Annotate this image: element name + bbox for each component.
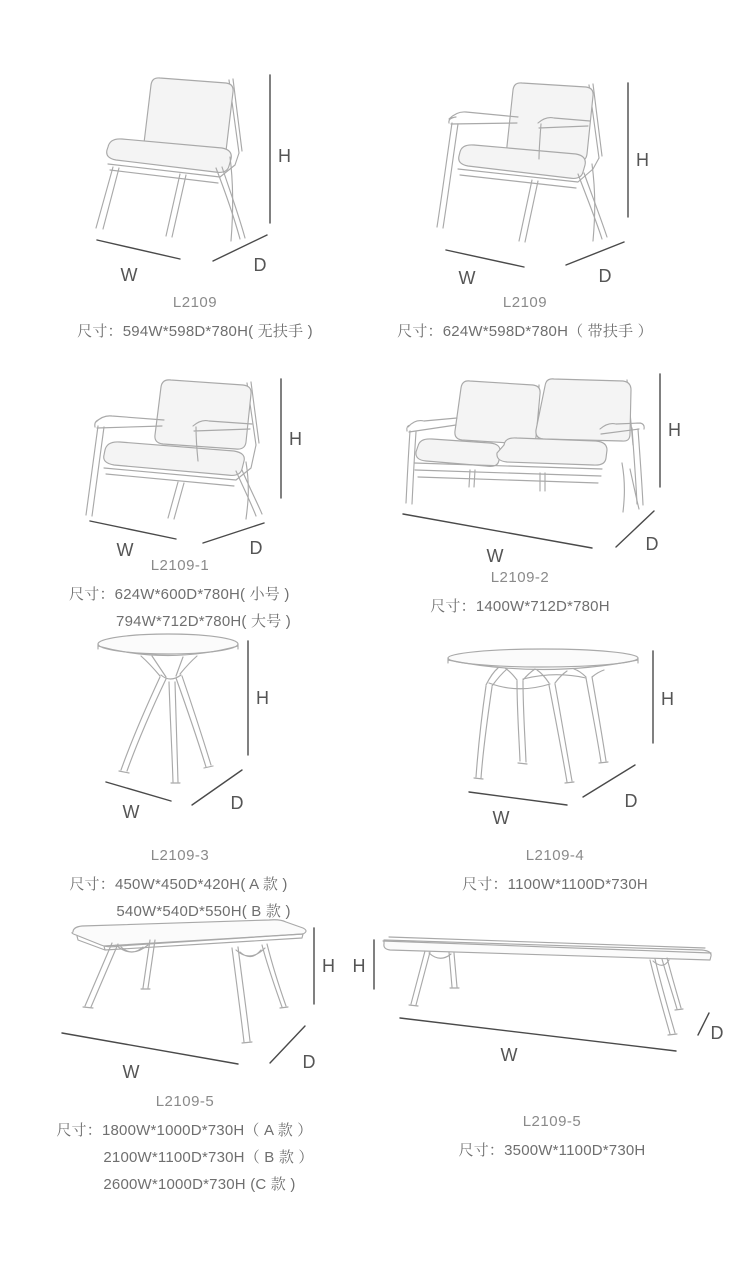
round-dining-table-sketch (390, 625, 720, 835)
dimension-annotations (106, 641, 269, 822)
product-card-round-dining-table (390, 625, 720, 915)
product-code: L2109-4 (525, 847, 585, 864)
dimension-line: 尺寸：1100W*1100D*730H (462, 876, 648, 893)
dimension-line: 540W*540D*550H( B 款 ) (116, 903, 291, 920)
product-code: L2109-5 (522, 1113, 582, 1130)
width-label: W (120, 265, 138, 285)
product-code: L2109 (502, 294, 548, 311)
sofa-sketch (390, 365, 720, 565)
height-label: H (289, 429, 302, 449)
width-label: W (122, 1062, 140, 1082)
depth-label: D (598, 266, 612, 286)
width-label: W (500, 1045, 518, 1065)
dimension-annotations (62, 928, 335, 1082)
chair-drawing (96, 78, 245, 241)
product-card-side-chair (30, 55, 360, 355)
width-line (400, 1018, 676, 1051)
lounge-chair-sketch (30, 365, 360, 557)
width-label: W (122, 802, 140, 822)
height-label: H (278, 146, 291, 166)
height-label: H (352, 956, 366, 976)
width-line (106, 782, 171, 801)
product-dimensions (397, 318, 653, 345)
width-line (97, 240, 180, 259)
armchair-sketch (390, 55, 720, 290)
sofa-drawing (406, 379, 644, 512)
table-drawing (448, 649, 638, 783)
dimension-line: 2100W*1100D*730H（ B 款 ） (103, 1149, 314, 1166)
chair-drawing (86, 380, 262, 519)
product-card-small-round-table (30, 625, 360, 920)
width-line (403, 514, 592, 548)
product-card-sofa (390, 365, 720, 635)
width-line (446, 250, 524, 267)
width-label: W (486, 546, 504, 565)
height-label: H (256, 688, 269, 708)
dimension-line: 尺寸：624W*600D*780H( 小号 ) (69, 586, 290, 603)
depth-label: D (249, 538, 263, 557)
height-label: H (322, 956, 335, 976)
long-table-sketch (345, 915, 735, 1065)
depth-label: D (253, 255, 267, 275)
width-line (90, 521, 176, 539)
product-card-lounge-chair (30, 365, 360, 635)
depth-label: D (710, 1023, 724, 1043)
dimension-annotations (469, 651, 674, 828)
product-dimensions (430, 593, 610, 620)
depth-label: D (624, 791, 638, 811)
width-label: W (116, 540, 134, 557)
depth-line (698, 1013, 709, 1035)
table-drawing (98, 634, 238, 783)
dimension-line: 尺寸：450W*450D*420H( A 款 ) (69, 876, 288, 893)
dimension-line: 尺寸：1400W*712D*780H (430, 598, 610, 615)
depth-label: D (645, 534, 659, 554)
product-card-dining-table (15, 915, 375, 1215)
small-round-table-sketch (30, 625, 360, 825)
product-card-long-table (345, 915, 735, 1195)
table-drawing (383, 937, 711, 1035)
chair-drawing (437, 83, 607, 242)
depth-line (566, 242, 624, 265)
product-dimensions (56, 1117, 313, 1198)
depth-line (270, 1026, 305, 1063)
product-card-armchair (390, 55, 720, 355)
product-code: L2109-5 (155, 1093, 215, 1110)
dimension-line: 794W*712D*780H( 大号 ) (116, 613, 291, 630)
height-label: H (661, 689, 674, 709)
width-label: W (492, 808, 510, 828)
width-label: W (458, 268, 476, 288)
product-code: L2109-1 (150, 557, 210, 574)
dimension-line: 尺寸：624W*598D*780H（ 带扶手 ） (397, 323, 653, 340)
width-line (469, 792, 567, 805)
product-code: L2109-2 (490, 569, 550, 586)
dimension-line: 2600W*1000D*730H (C 款 ) (103, 1176, 296, 1193)
dimension-line: 尺寸：3500W*1100D*730H (458, 1142, 646, 1159)
product-code: L2109 (172, 294, 218, 311)
side-chair-sketch (30, 55, 360, 290)
dimension-line: 尺寸：1800W*1000D*730H（ A 款 ） (56, 1122, 313, 1139)
depth-label: D (302, 1052, 316, 1072)
product-dimensions (462, 871, 648, 898)
dimension-line: 尺寸：594W*598D*780H( 无扶手 ) (77, 323, 313, 340)
depth-label: D (230, 793, 244, 813)
dining-table-sketch (15, 915, 375, 1087)
product-dimensions (459, 1137, 646, 1164)
height-label: H (636, 150, 649, 170)
product-dimensions (77, 318, 313, 345)
width-line (62, 1033, 238, 1064)
height-label: H (668, 420, 681, 440)
table-drawing (72, 920, 306, 1043)
product-code: L2109-3 (150, 847, 210, 864)
